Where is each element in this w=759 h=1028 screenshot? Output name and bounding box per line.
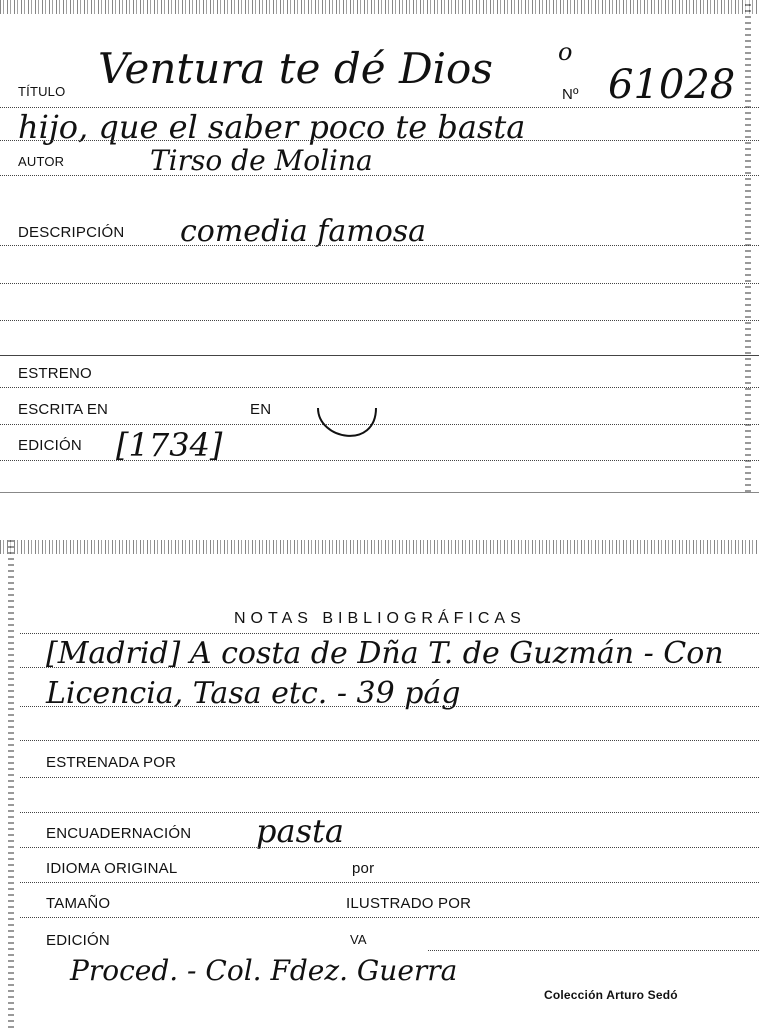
catalog-card-front (0, 0, 759, 492)
card-edge (8, 540, 14, 1028)
autor-label: AUTOR (18, 154, 65, 169)
edicion-label: EDICIÓN (18, 437, 82, 454)
descripcion-value: comedia famosa (180, 214, 427, 249)
rule (0, 283, 759, 284)
rule (0, 460, 759, 461)
rule (20, 777, 759, 778)
card-edge (745, 0, 751, 492)
catalog-card-back (0, 540, 759, 1028)
rule (0, 355, 759, 356)
numero-label: Nº (562, 86, 579, 103)
rule (20, 667, 759, 668)
rule (20, 882, 759, 883)
titulo-label: TÍTULO (18, 84, 66, 99)
rule (428, 950, 759, 951)
en-label: EN (250, 401, 272, 418)
rule (0, 245, 759, 246)
ilustrado-label: ILUSTRADO POR (346, 895, 472, 912)
estrenada-label: ESTRENADA POR (46, 754, 177, 771)
rule (20, 847, 759, 848)
rule (0, 175, 759, 176)
descripcion-label: DESCRIPCIÓN (18, 224, 125, 241)
idioma-label: IDIOMA ORIGINAL (46, 860, 178, 877)
collection-footer: Colección Arturo Sedó (544, 988, 678, 1002)
torn-edge (0, 0, 759, 14)
titulo-value: Ventura te dé Dios (98, 44, 493, 93)
rule (20, 917, 759, 918)
notas-header: NOTAS BIBLIOGRÁFICAS (234, 610, 526, 627)
va-label: VA (350, 932, 367, 947)
autor-value: Tirso de Molina (150, 144, 373, 177)
por-label: por (352, 860, 375, 877)
rule (0, 387, 759, 388)
edicion-back-label: EDICIÓN (46, 932, 110, 949)
card-separator (0, 492, 759, 493)
rule (0, 320, 759, 321)
encuadernacion-label: ENCUADERNACIÓN (46, 825, 192, 842)
rule (20, 812, 759, 813)
escrita-label: ESCRITA EN (18, 401, 109, 418)
rule (0, 140, 759, 141)
proced-value: Proced. - Col. Fdez. Guerra (70, 954, 458, 987)
titulo-continuation: hijo, que el saber poco te basta (18, 108, 526, 146)
rule (20, 633, 759, 634)
rule (20, 740, 759, 741)
torn-edge (0, 540, 759, 554)
rule (20, 706, 759, 707)
edicion-value: [1734] (116, 426, 223, 464)
estreno-label: ESTRENO (18, 365, 92, 382)
superscript-mark: o (558, 38, 573, 66)
punch-hole-mark (312, 400, 382, 454)
notas-line-2: Licencia, Tasa etc. - 39 pág (46, 676, 461, 711)
numero-value: 61028 (608, 62, 736, 108)
tamano-label: TAMAÑO (46, 895, 111, 912)
notas-line-1: [Madrid] A costa de Dña T. de Guzmán - Con (46, 636, 724, 671)
encuadernacion-value: pasta (256, 812, 344, 850)
